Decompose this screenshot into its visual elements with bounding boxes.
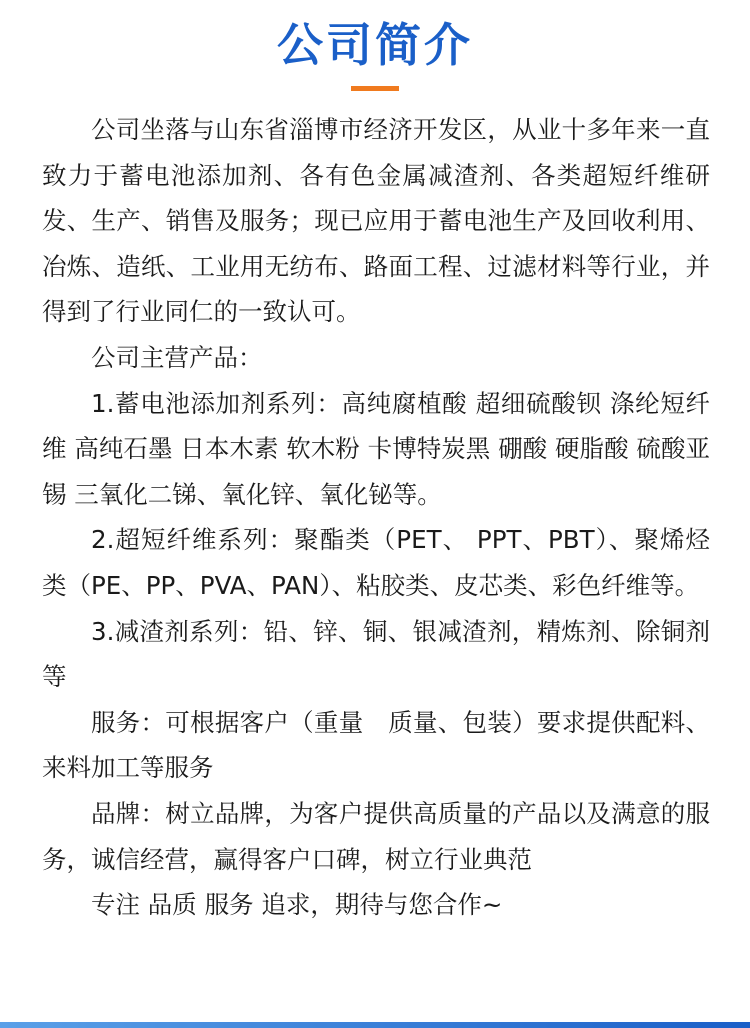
product-series-slag-reducers: 3.减渣剂系列：铅、锌、铜、银减渣剂，精炼剂、除铜剂等 <box>42 616 710 692</box>
brand-paragraph: 品牌：树立品牌，为客户提供高质量的产品以及满意的服务，诚信经营，赢得客户口碑，树立行业典范 <box>42 798 710 874</box>
main-products-heading: 公司主营产品： <box>91 342 263 372</box>
product-series-battery-additives: 1.蓄电池添加剂系列：高纯腐植酸 超细硫酸钡 涤纶短纤维 高纯石墨 日本木素 软木粉 卡博特炭黑 硼酸 硬脂酸 硫酸亚锡 三氧化二锑、氧化锌、氧化铋等。 <box>42 388 710 509</box>
service-paragraph: 服务：可根据客户（重量 质量、包装）要求提供配料、来料加工等服务 <box>42 707 710 783</box>
slogan-paragraph: 专注 品质 服务 追求，期待与您合作~ <box>91 890 503 920</box>
intro-paragraph: 公司坐落与山东省淄博市经济开发区，从业十多年来一直致力于蓄电池添加剂、各有色金属减渣剂、各类超短纤维研发、生产、销售及服务；现已应用于蓄电池生产及回收利用、冶炼、造纸、工业用无纺布、路面工程、过滤材料等行业，并得到了行业同仁的一致认可。 <box>42 115 710 327</box>
company-intro-body <box>42 107 710 928</box>
bottom-accent-bar <box>0 1022 750 1028</box>
page-title: 公司简介 <box>277 18 473 72</box>
title-underline <box>351 86 399 91</box>
product-series-short-fibers: 2.超短纤维系列：聚酯类（PET、 PPT、PBT）、聚烯烃类（PE、PP、PVA、PAN）、粘胶类、皮芯类、彩色纤维等。 <box>42 525 710 600</box>
